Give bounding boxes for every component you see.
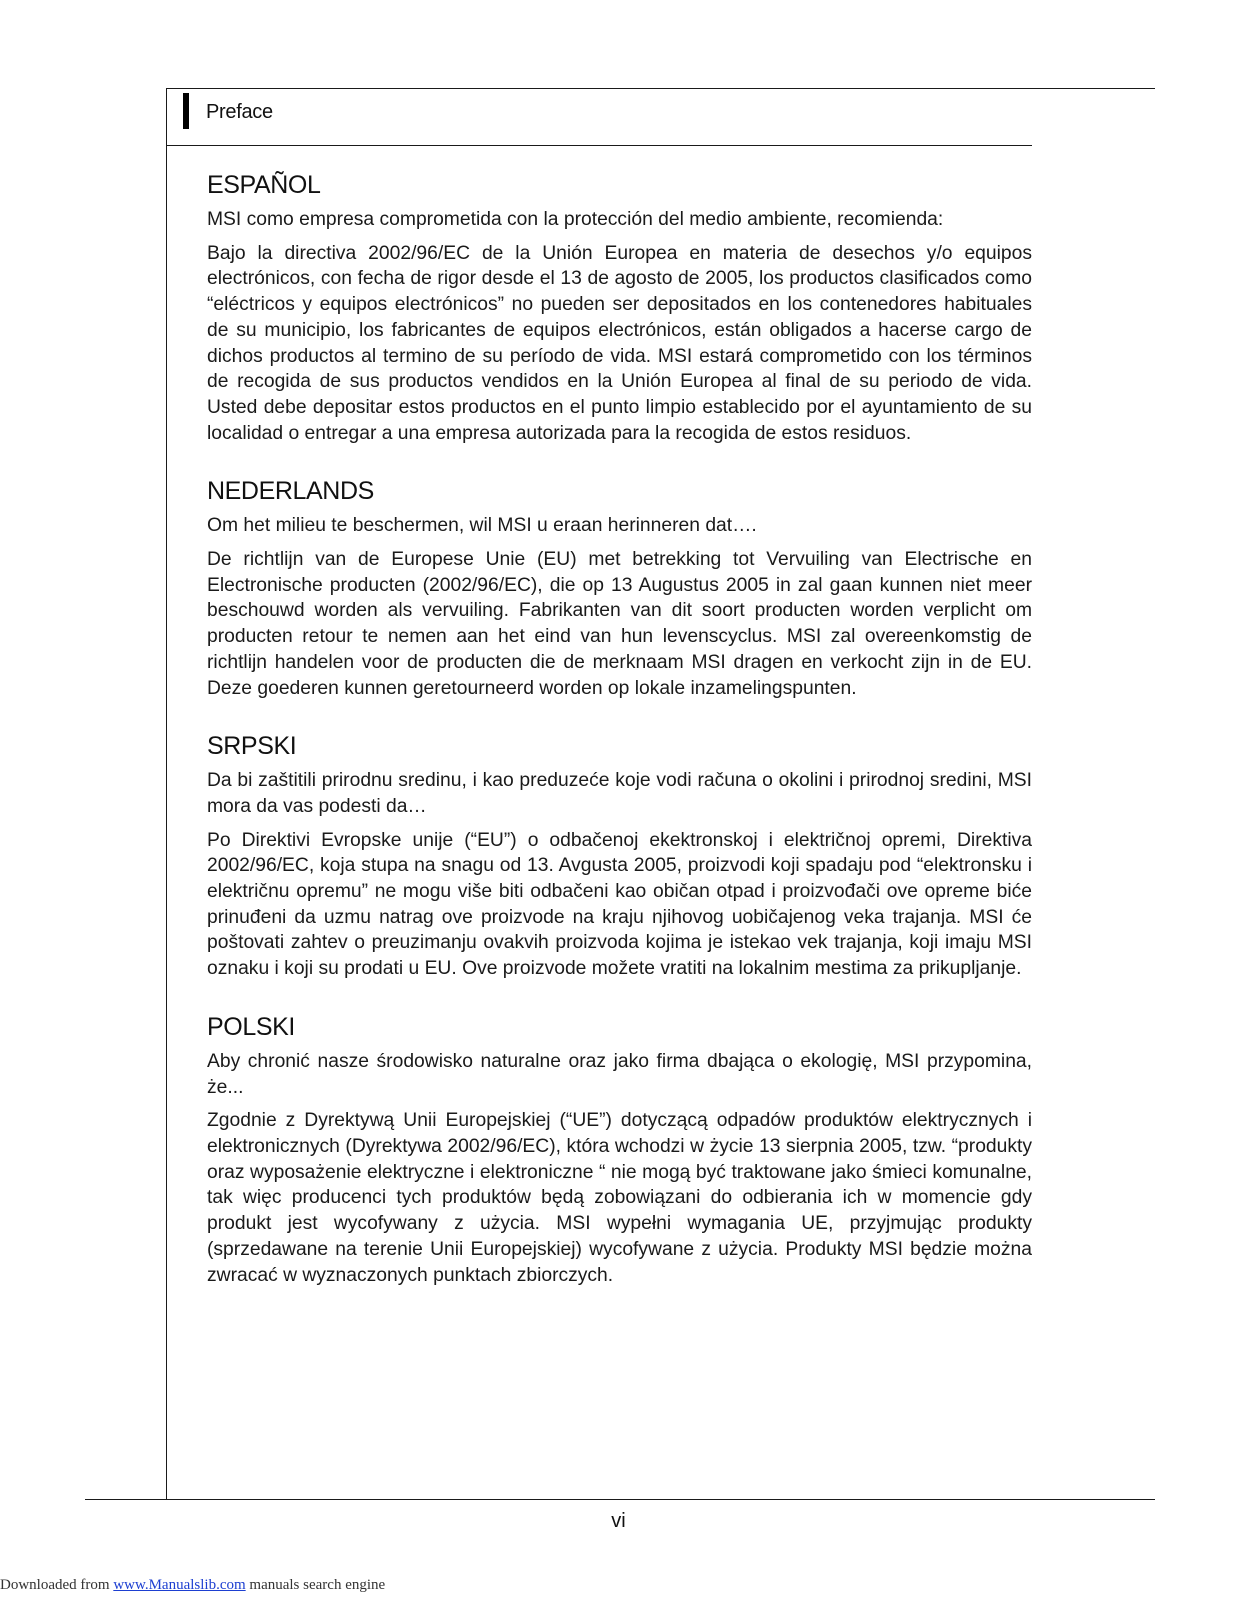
section-intro: Da bi zaštitili prirodnu sredinu, i kao preduzeće koje vodi računa o okolini i prirodnoj sredini, MSI mora da vas podesti da… [207,770,1032,817]
section-heading: NEDERLANDS [207,477,374,506]
section-intro: MSI como empresa comprometida con la protección del medio ambiente, recomienda: [207,209,944,230]
section-heading: POLSKI [207,1012,295,1041]
section-polski [207,1012,1032,1288]
section-heading: ESPAÑOL [207,171,321,199]
section-intro: Aby chronić nasze środowisko naturalne oraz jako firma dbająca o ekologię, MSI przypomina, że... [207,1050,1032,1098]
section-heading: SRPSKI [207,732,297,761]
bottom-border-line [85,1499,1155,1500]
section-srpski [207,731,1032,982]
section-nederlands [207,476,1032,701]
document-body [207,170,1032,1318]
header-divider [166,145,1032,146]
section-body: De richtlijn van de Europese Unie (EU) met betrekking tot Vervuiling van Electrische en Electronische producten (2002/96/EC), die op 13 Augustus 2005 in zal gaan kunnen niet meer beschouwd worden als vervuiling. Fabrikanten van dit soort producten worden verplicht om producten retour te nemen aan het eind van hun levenscyclus. MSI zal overeenkomstig de richtlijn handelen voor de producten die de merknaam MSI dragen en verkocht zijn in de EU. Deze goederen kunnen geretourneerd worden op lokale inzamelingspunten. [207,549,1032,699]
top-border-line [166,88,1155,89]
section-espanol [207,170,1032,446]
header-marker-bar [183,93,189,129]
section-intro: Om het milieu te beschermen, wil MSI u eraan herinneren dat…. [207,515,757,537]
footer-suffix: manuals search engine [245,1577,386,1593]
page-number: vi [611,1510,626,1532]
footer-prefix: Downloaded from [0,1577,114,1593]
section-body: Po Direktivi Evropske unije (“EU”) o odbačenoj ekektronskoj i električnoj opremi, Direktiva 2002/96/EC, koja stupa na snagu od 13. Avgusta 2005, proizvodi koji spadaju pod “elektronsku i električnu opremu” ne mogu više biti odbačeni kao običan otpad i proizvođači ove opreme biće prinuđeni da uzmu natrag ove proizvode na kraju njihovog uobičajenog veka trajanja. MSI će poštovati zahtev o preuzimanju ovakvih proizvoda kojima je istekao vek trajanja, koji imaju MSI oznaku i koji su prodati u EU. Ove proizvode možete vratiti na lokalnim mestima za prikupljanje. [207,829,1032,980]
footer-link[interactable]: www.Manualslib.com [113,1577,246,1593]
left-border-line [166,88,167,1500]
section-body: Bajo la directiva 2002/96/EC de la Unión Europea en materia de desechos y/o equipos electrónicos, con fecha de rigor desde el 13 de agosto de 2005, los productos clasificados como “eléctricos y equipos electrónicos” no pueden ser depositados en los contenedores habituales de su municipio, los fabricantes de equipos electrónicos, están obligados a hacerse cargo de dichos productos al termino de su período de vida. MSI estará comprometido con los términos de recogida de sus productos vendidos en la Unión Europea al final de su periodo de vida. Usted debe depositar estos productos en el punto limpio establecido por el ayuntamiento de su localidad o entregar a una empresa autorizada para la recogida de estos residuos. [207,242,1032,444]
page-header-title: Preface [206,101,273,123]
download-footer [0,1577,385,1594]
section-body: Zgodnie z Dyrektywą Unii Europejskiej (“UE”) dotyczącą odpadów produktów elektrycznych i elektronicznych (Dyrektywa 2002/96/EC), która wchodzi w życie 13 sierpnia 2005, tzw. “produkty oraz wyposażenie elektryczne i elektroniczne “ nie mogą być traktowane jako śmieci komunalne, tak więc producenci tych produktów będą zobowiązani do odbierania ich w momencie gdy produkt jest wycofywany z użycia. MSI wypełni wymagania UE, przyjmując produkty (sprzedawane na terenie Unii Europejskiej) wycofywane z użycia. Produkty MSI będzie można zwracać w wyznaczonych punktach zbiorczych. [207,1110,1032,1286]
